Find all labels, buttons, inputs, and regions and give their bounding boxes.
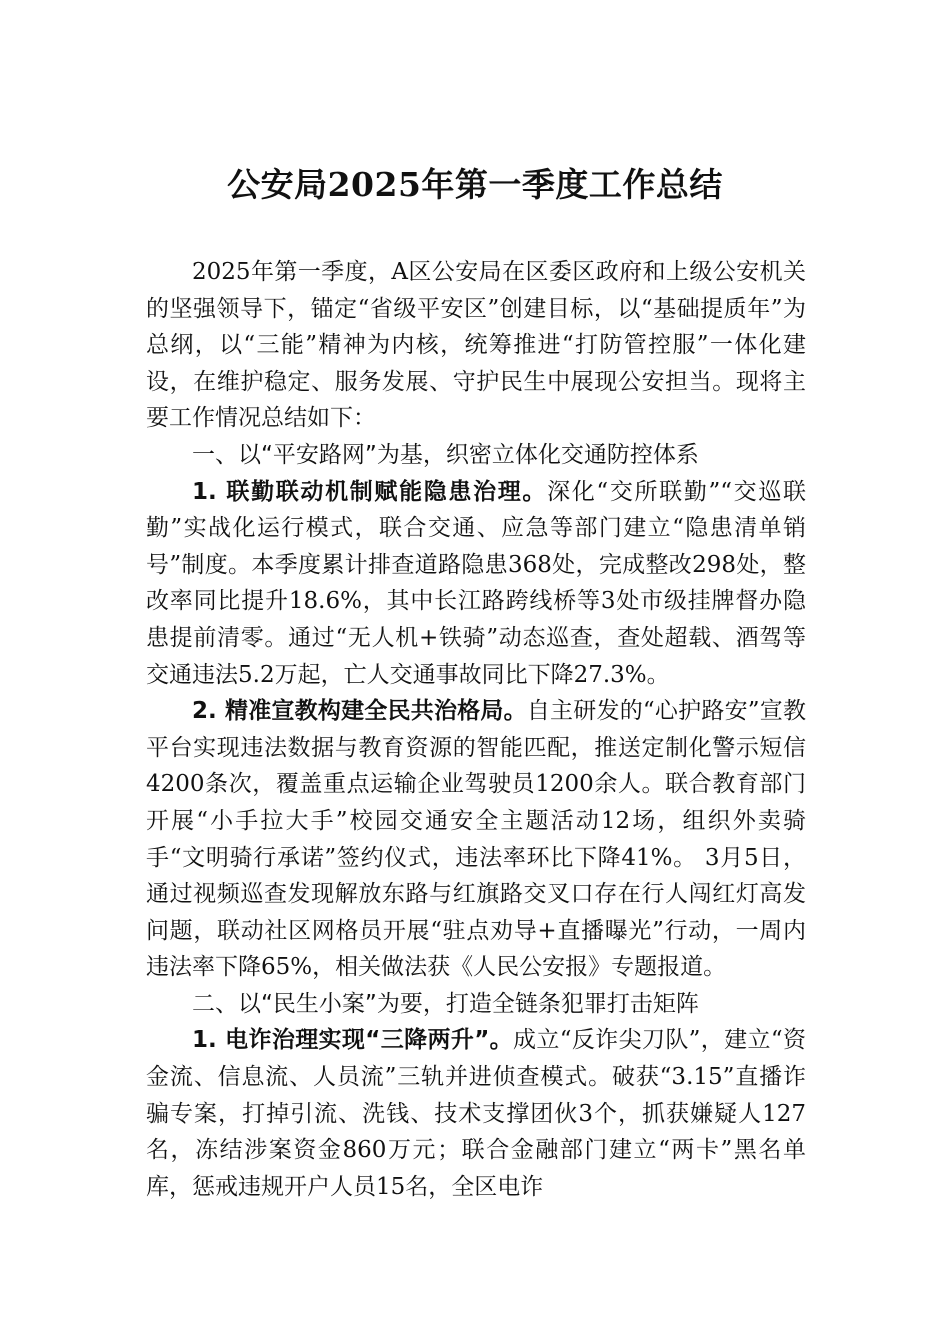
document-body xyxy=(146,254,806,1205)
item-text: 成立“反诈尖刀队”，建立“资金流、信息流、人员流”三轨并进侦查模式。破获“3.15”直播诈骗专案，打掉引流、洗钱、技术支撑团伙3个，抓获嫌疑人127名，冻结涉案资金860万元；联合金融部门建立“两卡”黑名单库，惩戒违规开户人员15名，全区电诈 xyxy=(146,1027,806,1200)
section-2-item-1 xyxy=(146,1022,806,1205)
item-lead: 1. 联勤联动机制赋能隐患治理。 xyxy=(192,478,548,505)
section-heading-2: 二、以“民生小案”为要，打造全链条犯罪打击矩阵 xyxy=(192,990,699,1017)
intro-paragraph: 2025年第一季度，A区公安局在区委区政府和上级公安机关的坚强领导下，锚定“省级平安区”创建目标，以“基础提质年”为总纲，以“三能”精神为内核，统筹推进“打防管控服”一体化建设，在维护稳定、服务发展、守护民生中展现公安担当。现将主要工作情况总结如下： xyxy=(146,259,806,432)
section-1-item-2 xyxy=(146,693,806,986)
item-text: 深化“交所联勤”“交巡联勤”实战化运行模式，联合交通、应急等部门建立“隐患清单销号”制度。本季度累计排查道路隐患368处，完成整改298处，整改率同比提升18.6%，其中长江路跨线桥等3处市级挂牌督办隐患提前清零。通过“无人机+铁骑”动态巡查，查处超载、酒驾等交通违法5.2万起，亡人交通事故同比下降27.3%。 xyxy=(146,478,807,688)
section-heading-1: 一、以“平安路网”为基，织密立体化交通防控体系 xyxy=(192,441,699,468)
item-lead: 1. 电诈治理实现“三降两升”。 xyxy=(192,1027,514,1054)
section-1-item-1 xyxy=(146,474,806,694)
document-title: 公安局2025年第一季度工作总结 xyxy=(227,165,723,204)
item-text: 自主研发的“心护路安”宣教平台实现违法数据与教育资源的智能匹配，推送定制化警示短信4200条次，覆盖重点运输企业驾驶员1200余人。联合教育部门开展“小手拉大手”校园交通安全主题活动12场，组织外卖骑手“文明骑行承诺”签约仪式，违法率环比下降41%。 3月5日，通过视频巡查发现解放东路与红旗路交叉口存在行人闯红灯高发问题，联动社区网格员开展“驻点劝导+直播曝光”行动，一周内违法率下降65%，相关做法获《人民公安报》专题报道。 xyxy=(146,698,806,981)
item-lead: 2. 精准宣教构建全民共治格局。 xyxy=(192,698,527,725)
